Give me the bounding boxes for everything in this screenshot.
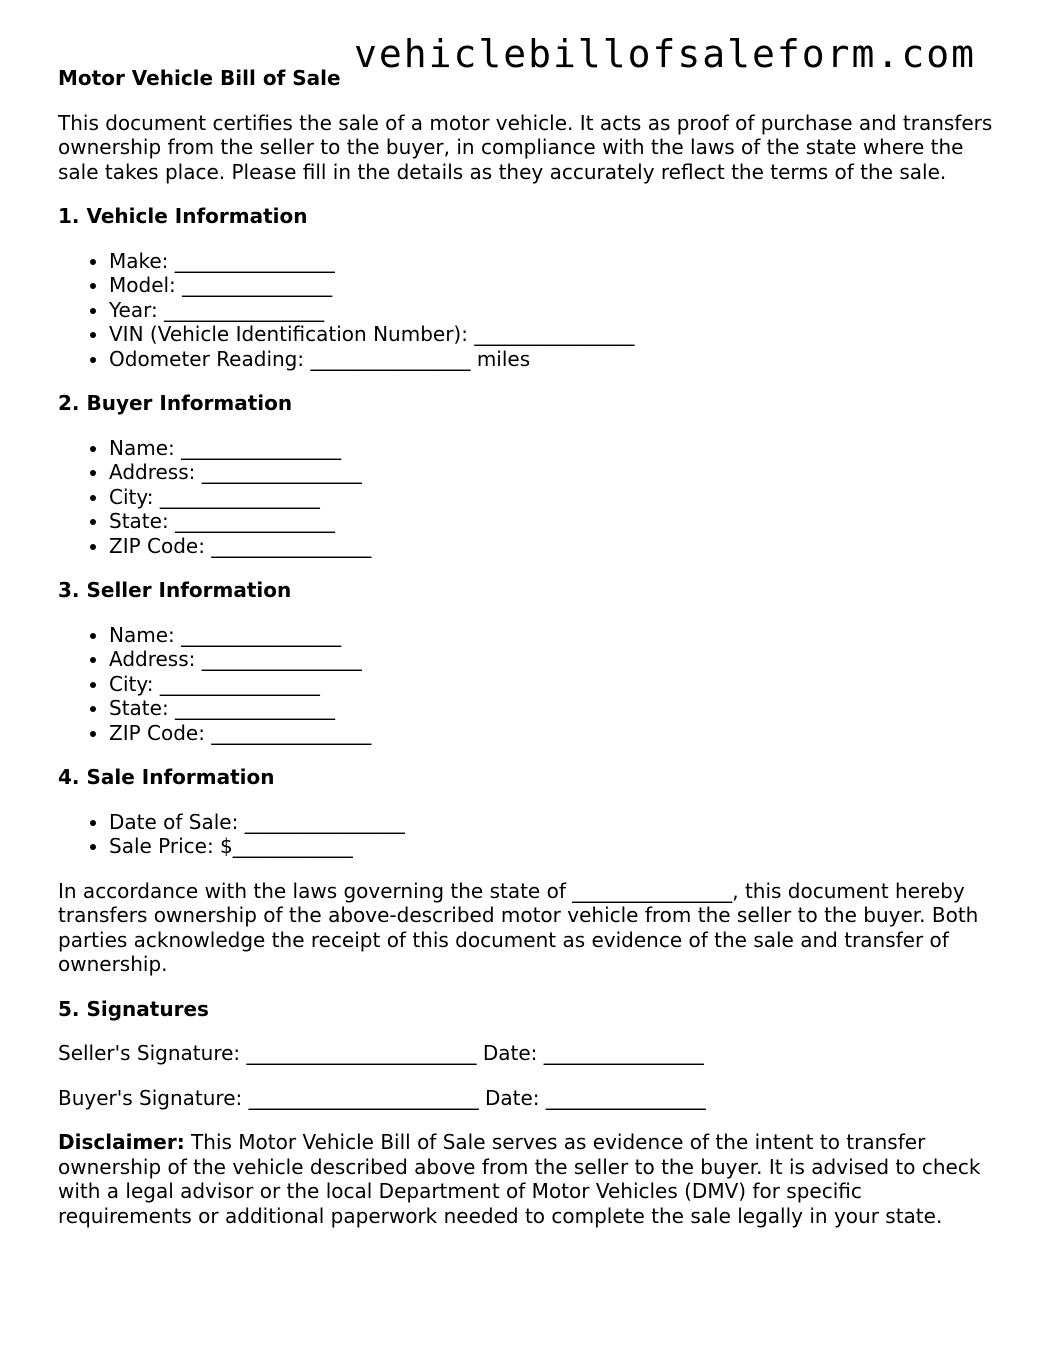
list-item: • Sale Price: $____________ <box>109 834 998 859</box>
buyer-info-list <box>58 436 998 559</box>
list-item: • VIN (Vehicle Identification Number): ________________ <box>109 322 998 347</box>
list-item: • Name: ________________ <box>109 436 998 461</box>
list-item: • Address: ________________ <box>109 647 998 672</box>
list-item: • Make: ________________ <box>109 249 998 274</box>
list-item: • Name: ________________ <box>109 623 998 648</box>
list-item: • ZIP Code: ________________ <box>109 534 998 559</box>
disclaimer-label: Disclaimer: <box>58 1130 185 1154</box>
disclaimer-text: This Motor Vehicle Bill of Sale serves as evidence of the intent to transfer ownership of the vehicle described above from the seller to the buyer. It is advised to check with a legal advisor or the local Department of Motor Vehicles (DMV) for specific requirements or additional paperwork needed to complete the sale legally in your state. <box>58 1130 981 1228</box>
list-item: • City: ________________ <box>109 485 998 510</box>
vehicle-info-heading: 1. Vehicle Information <box>58 204 308 228</box>
list-item: • Odometer Reading: ________________ miles <box>109 347 998 372</box>
sale-info-heading: 4. Sale Information <box>58 765 275 789</box>
seller-info-heading: 3. Seller Information <box>58 578 292 602</box>
document-body <box>58 66 998 1248</box>
list-item: • City: ________________ <box>109 672 998 697</box>
list-item: • State: ________________ <box>109 509 998 534</box>
vehicle-info-list <box>58 249 998 372</box>
list-item: • Date of Sale: ________________ <box>109 810 998 835</box>
site-watermark: vehiclebillofsaleform.com <box>354 32 976 76</box>
intro-paragraph: This document certifies the sale of a motor vehicle. It acts as proof of purchase and transfers ownership from the seller to the buyer, in compliance with the laws of the state where the sale takes place. Please fill in the details as they accurately reflect the terms of the sale. <box>58 110 993 184</box>
sale-info-list <box>58 810 998 859</box>
seller-signature-line: Seller's Signature: _______________________ Date: ________________ <box>58 1041 704 1065</box>
buyer-info-heading: 2. Buyer Information <box>58 391 293 415</box>
list-item: • State: ________________ <box>109 696 998 721</box>
seller-info-list <box>58 623 998 746</box>
disclaimer-paragraph <box>58 1130 998 1228</box>
page-title: Motor Vehicle Bill of Sale <box>58 66 341 90</box>
transfer-paragraph: In accordance with the laws governing the state of ________________, this document hereby transfers ownership of the above-described motor vehicle from the seller to the buyer. Both parties acknowledge the receipt of this document as evidence of the sale and transfer of ownership. <box>58 878 979 976</box>
list-item: • Model: _______________ <box>109 273 998 298</box>
signatures-heading: 5. Signatures <box>58 996 209 1021</box>
list-item: • Address: ________________ <box>109 460 998 485</box>
buyer-signature-line: Buyer's Signature: _______________________ Date: ________________ <box>58 1085 706 1110</box>
list-item: • Year: ________________ <box>109 298 998 323</box>
list-item: • ZIP Code: ________________ <box>109 721 998 746</box>
